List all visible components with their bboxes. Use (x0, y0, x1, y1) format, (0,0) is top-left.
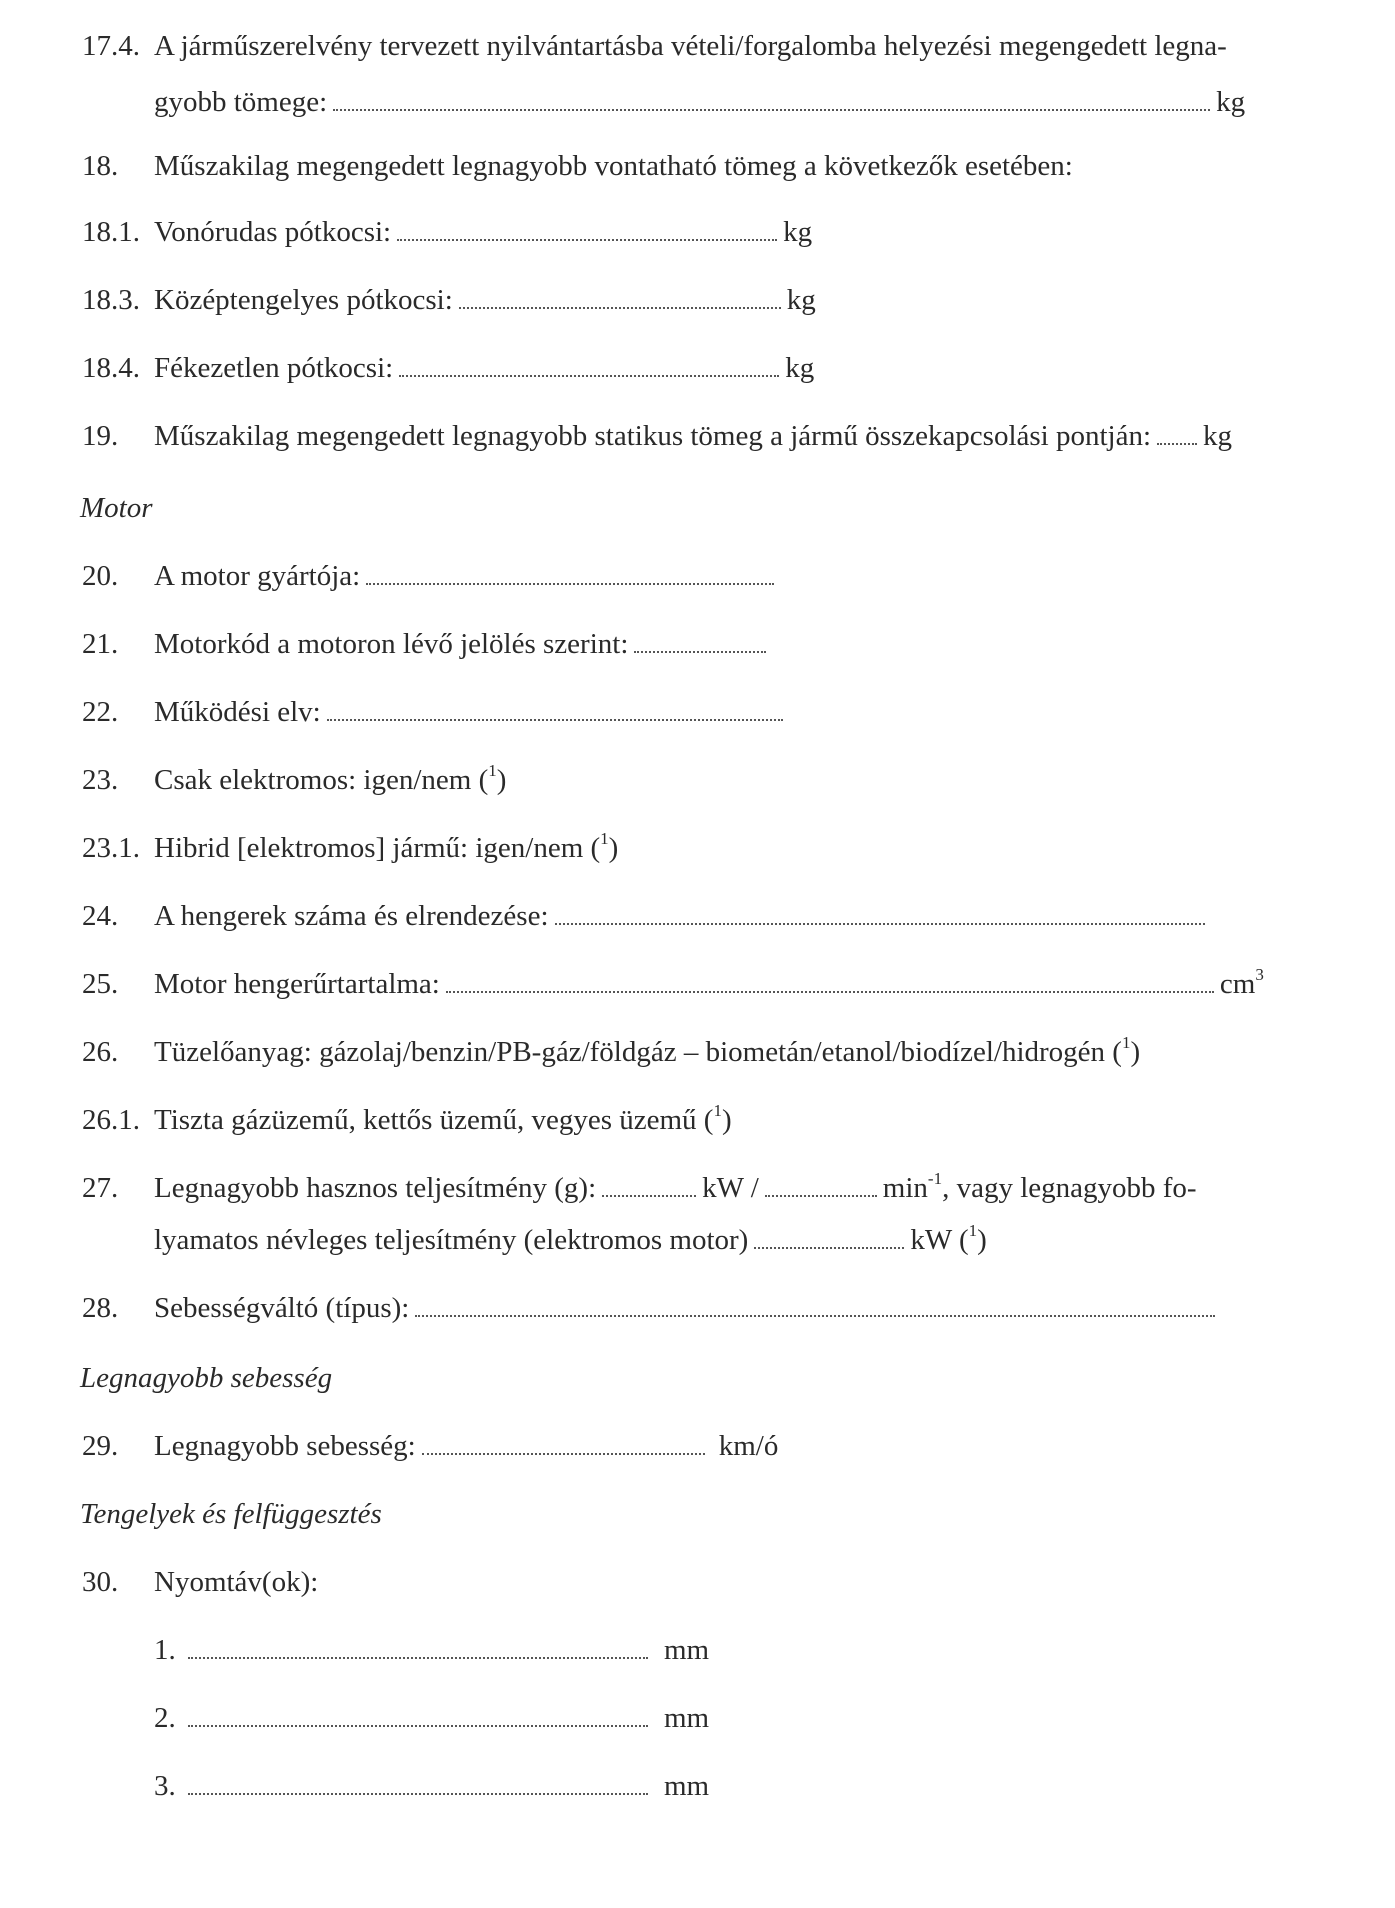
fill-in-field[interactable] (602, 1173, 696, 1197)
item-number: 17.4. (82, 30, 140, 62)
item-text: Tüzelőanyag: gázolaj/benzin/PB-gáz/földgáz – biometán/etanol/biodízel/hidrogén ( (154, 1036, 1122, 1068)
unit-label: kg (1216, 86, 1246, 118)
fill-in-field[interactable] (422, 1431, 705, 1455)
unit-label: kg (783, 216, 813, 248)
section-heading-motor: Motor (80, 492, 153, 524)
item-text: Működési elv: (154, 696, 321, 728)
item-number: 23.1. (82, 832, 140, 864)
paren: ) (721, 1104, 732, 1136)
item-text: Műszakilag megengedett legnagyobb vontatható tömeg a következők esetében: (154, 150, 1073, 182)
fill-in-field[interactable] (765, 1173, 877, 1197)
paren: ) (1130, 1036, 1141, 1068)
fill-in-field[interactable] (333, 87, 1210, 111)
item-number: 27. (82, 1172, 119, 1204)
item-number: 20. (82, 560, 119, 592)
fill-in-field[interactable] (634, 629, 766, 653)
footnote-ref: 1 (713, 1101, 722, 1121)
item-number: 29. (82, 1430, 119, 1462)
item-text: lyamatos névleges teljesítmény (elektromos motor) (154, 1224, 749, 1256)
fill-in-field[interactable] (327, 697, 783, 721)
footnote-ref: 1 (968, 1221, 978, 1241)
fill-in-field[interactable] (366, 561, 774, 585)
item-number: 18.4. (82, 352, 140, 384)
item-text: gyobb tömege: (154, 86, 328, 118)
item-number: 24. (82, 900, 119, 932)
unit-label: kW / (702, 1172, 759, 1204)
item-text: Fékezetlen pótkocsi: (154, 352, 394, 384)
footnote-ref: 1 (600, 829, 609, 849)
fill-in-field[interactable] (1157, 421, 1197, 445)
fill-in-field[interactable] (397, 217, 777, 241)
item-number: 22. (82, 696, 119, 728)
item-text: Motorkód a motoron lévő jelölés szerint: (154, 628, 629, 660)
item-text: A motor gyártója: (154, 560, 361, 592)
fill-in-field[interactable] (399, 353, 779, 377)
unit-label: kW ( (910, 1224, 969, 1256)
unit-label: mm (664, 1702, 710, 1734)
unit-label: min (882, 1172, 928, 1204)
unit-label: kg (786, 284, 816, 316)
item-number: 2. (154, 1702, 176, 1734)
item-number: 26.1. (82, 1104, 140, 1136)
item-text: Műszakilag megengedett legnagyobb statikus tömeg a jármű összekapcsolási pontján: (154, 420, 1152, 452)
unit-label: kg (1203, 420, 1233, 452)
paren: ) (977, 1224, 987, 1256)
footnote-ref: 1 (1121, 1033, 1131, 1053)
item-number: 1. (154, 1634, 176, 1666)
item-number: 18. (82, 150, 119, 182)
unit-label: km/ó (718, 1430, 779, 1462)
item-number: 25. (82, 968, 119, 1000)
unit-label: mm (664, 1634, 710, 1666)
item-27-cont (154, 1222, 987, 1258)
unit-exponent: 3 (1255, 965, 1264, 985)
unit-exponent: -1 (927, 1169, 943, 1189)
fill-in-field[interactable] (188, 1703, 648, 1727)
fill-in-field[interactable] (754, 1225, 904, 1249)
fill-in-field[interactable] (459, 285, 781, 309)
fill-in-field[interactable] (415, 1293, 1215, 1317)
fill-in-field[interactable] (188, 1635, 648, 1659)
item-text: Tiszta gázüzemű, kettős üzemű, vegyes üzemű ( (154, 1104, 714, 1136)
item-number: 18.1. (82, 216, 140, 248)
section-heading-max-speed: Legnagyobb sebesség (80, 1362, 333, 1394)
section-heading-axles: Tengelyek és felfüggesztés (80, 1498, 382, 1530)
item-text: Hibrid [elektromos] jármű: igen/nem ( (154, 832, 601, 864)
item-text: Sebességváltó (típus): (154, 1292, 410, 1324)
item-text: Legnagyobb sebesség: (154, 1430, 416, 1462)
item-text: A hengerek száma és elrendezése: (154, 900, 549, 932)
item-number: 19. (82, 420, 119, 452)
item-text: Motor hengerűrtartalma: (154, 968, 440, 1000)
footnote-ref: 1 (488, 761, 497, 781)
item-text: A járműszerelvény tervezett nyilvántartásba vételi/forgalomba helyezési megengedett legna- (154, 30, 1227, 62)
item-text: Vonórudas pótkocsi: (154, 216, 392, 248)
item-text: Nyomtáv(ok): (154, 1566, 319, 1598)
item-number: 28. (82, 1292, 119, 1324)
paren: ) (496, 764, 507, 796)
item-number: 18.3. (82, 284, 140, 316)
unit-label: cm (1219, 968, 1256, 1000)
item-17-4-cont (154, 84, 1245, 120)
item-number: 3. (154, 1770, 176, 1802)
item-text: Középtengelyes pótkocsi: (154, 284, 453, 316)
paren: ) (608, 832, 619, 864)
item-number: 21. (82, 628, 119, 660)
item-number: 26. (82, 1036, 119, 1068)
unit-label: kg (785, 352, 815, 384)
fill-in-field[interactable] (446, 969, 1214, 993)
item-number: 23. (82, 764, 119, 796)
item-text: Csak elektromos: igen/nem ( (154, 764, 489, 796)
unit-label: mm (664, 1770, 710, 1802)
fill-in-field[interactable] (555, 901, 1205, 925)
item-number: 30. (82, 1566, 119, 1598)
fill-in-field[interactable] (188, 1771, 648, 1795)
item-text: Legnagyobb hasznos teljesítmény (g): (154, 1172, 597, 1204)
item-text: , vagy legnagyobb fo- (942, 1172, 1197, 1204)
